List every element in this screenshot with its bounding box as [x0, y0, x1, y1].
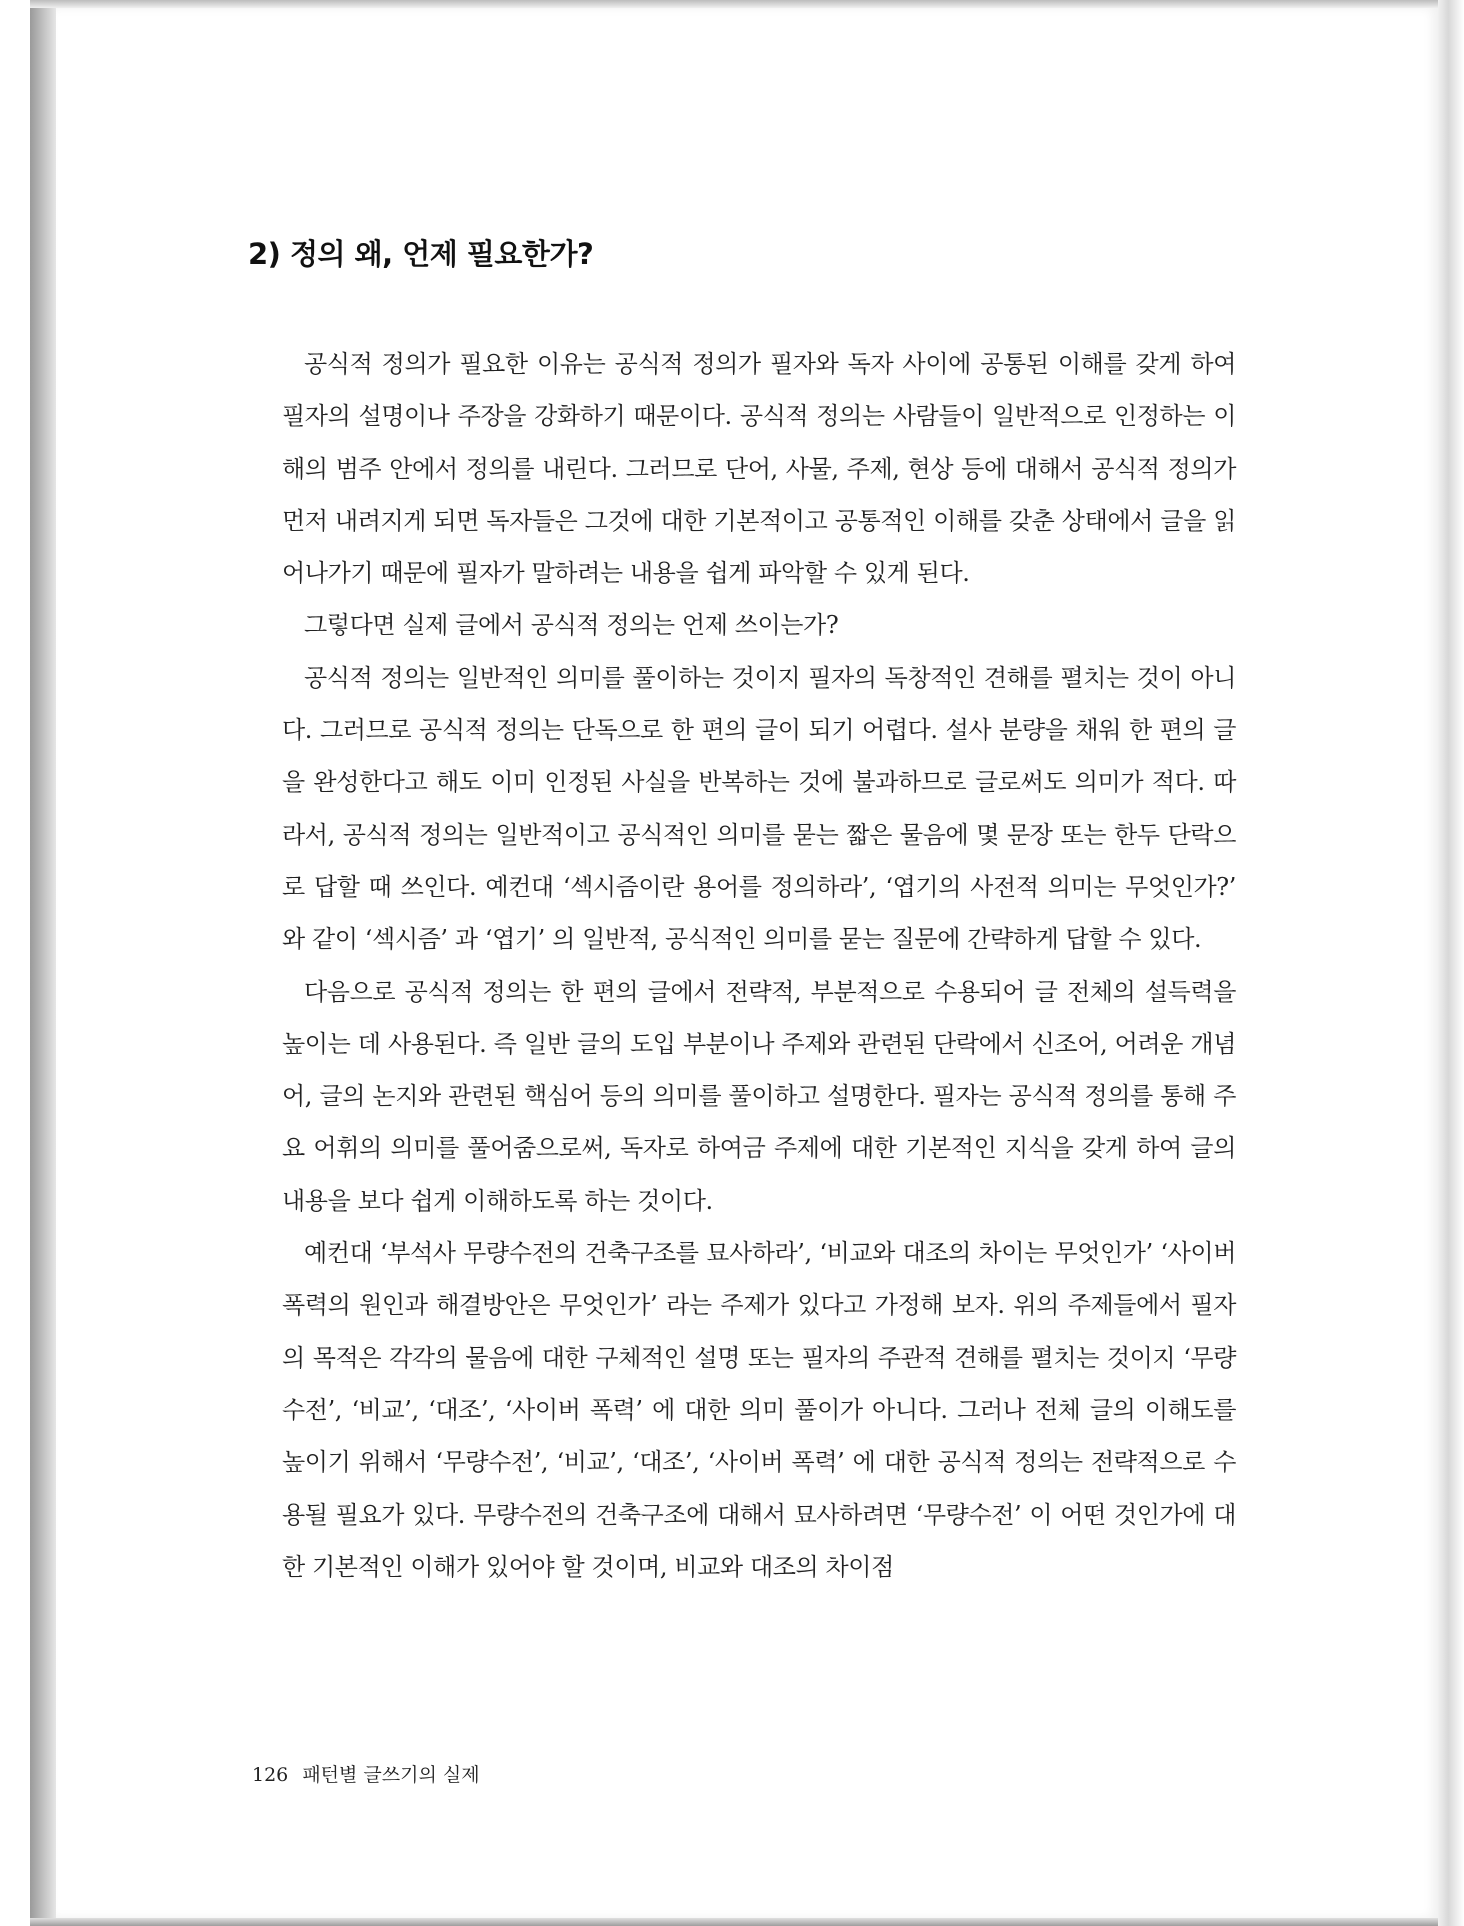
paragraph: 그렇다면 실제 글에서 공식적 정의는 언제 쓰이는가? [304, 611, 839, 640]
book-spine-edge [30, 0, 56, 1926]
page-edge-bottom [30, 1918, 1440, 1926]
book-title: 패턴별 글쓰기의 실제 [302, 1764, 480, 1786]
page-shadow-right [1438, 0, 1464, 1926]
paragraph: 공식적 정의가 필요한 이유는 공식적 정의가 필자와 독자 사이에 공통된 이해를 갖게 하여 필자의 설명이나 주장을 강화하기 때문이다. 공식적 정의는 사람들이 일반적으로 인정하는 이해의 범주 안에서 정의를 내린다. 그러므로 단어, 사물, 주제, 현상 등에 대해서 공식적 정의가 먼저 내려지게 되면 독자들은 그것에 대한 기본적이고 공통적인 이해를 갖춘 상태에서 글을 읽어나가기 때문에 필자가 말하려는 내용을 쉽게 파악할 수 있게 된다. [282, 350, 1236, 588]
page-footer [252, 1760, 480, 1787]
page-number: 126 [252, 1764, 289, 1786]
paragraph: 예컨대 ‘부석사 무량수전의 건축구조를 묘사하라’, ‘비교와 대조의 차이는 무엇인가’ ‘사이버 폭력의 원인과 해결방안은 무엇인가’ 라는 주제가 있다고 가정해 보자. 위의 주제들에서 필자의 목적은 각각의 물음에 대한 구체적인 설명 또는 필자의 주관적 견해를 펼치는 것이지 ‘무량수전’, ‘비교’, ‘대조’, ‘사이버 폭력’ 에 대한 의미 풀이가 아니다. 그러나 전체 글의 이해도를 높이기 위해서 ‘무량수전’, ‘비교’, ‘대조’, ‘사이버 폭력’ 에 대한 공식적 정의는 전략적으로 수용될 필요가 있다. 무량수전의 건축구조에 대해서 묘사하려면 ‘무량수전’ 이 어떤 것인가에 대한 기본적인 이해가 있어야 할 것이며, 비교와 대조의 차이점 [282, 1239, 1236, 1581]
page-edge-top [30, 0, 1440, 8]
body-text [282, 338, 1236, 1593]
paragraph: 공식적 정의는 일반적인 의미를 풀이하는 것이지 필자의 독창적인 견해를 펼치는 것이 아니다. 그러므로 공식적 정의는 단독으로 한 편의 글이 되기 어렵다. 설사 분량을 채워 한 편의 글을 완성한다고 해도 이미 인정된 사실을 반복하는 것에 불과하므로 글로써도 의미가 적다. 따라서, 공식적 정의는 일반적이고 공식적인 의미를 묻는 짧은 물음에 몇 문장 또는 한두 단락으로 답할 때 쓰인다. 예컨대 ‘섹시즘이란 용어를 정의하라’, ‘엽기의 사전적 의미는 무엇인가?’ 와 같이 ‘섹시즘’ 과 ‘엽기’ 의 일반적, 공식적인 의미를 묻는 질문에 간략하게 답할 수 있다. [282, 663, 1236, 954]
section-heading: 2) 정의 왜, 언제 필요한가? [248, 237, 594, 271]
paragraph: 다음으로 공식적 정의는 한 편의 글에서 전략적, 부분적으로 수용되어 글 전체의 설득력을 높이는 데 사용된다. 즉 일반 글의 도입 부분이나 주제와 관련된 단락에서 신조어, 어려운 개념어, 글의 논지와 관련된 핵심어 등의 의미를 풀이하고 설명한다. 필자는 공식적 정의를 통해 주요 어휘의 의미를 풀어줌으로써, 독자로 하여금 주제에 대한 기본적인 지식을 갖게 하여 글의 내용을 보다 쉽게 이해하도록 하는 것이다. [282, 977, 1236, 1215]
